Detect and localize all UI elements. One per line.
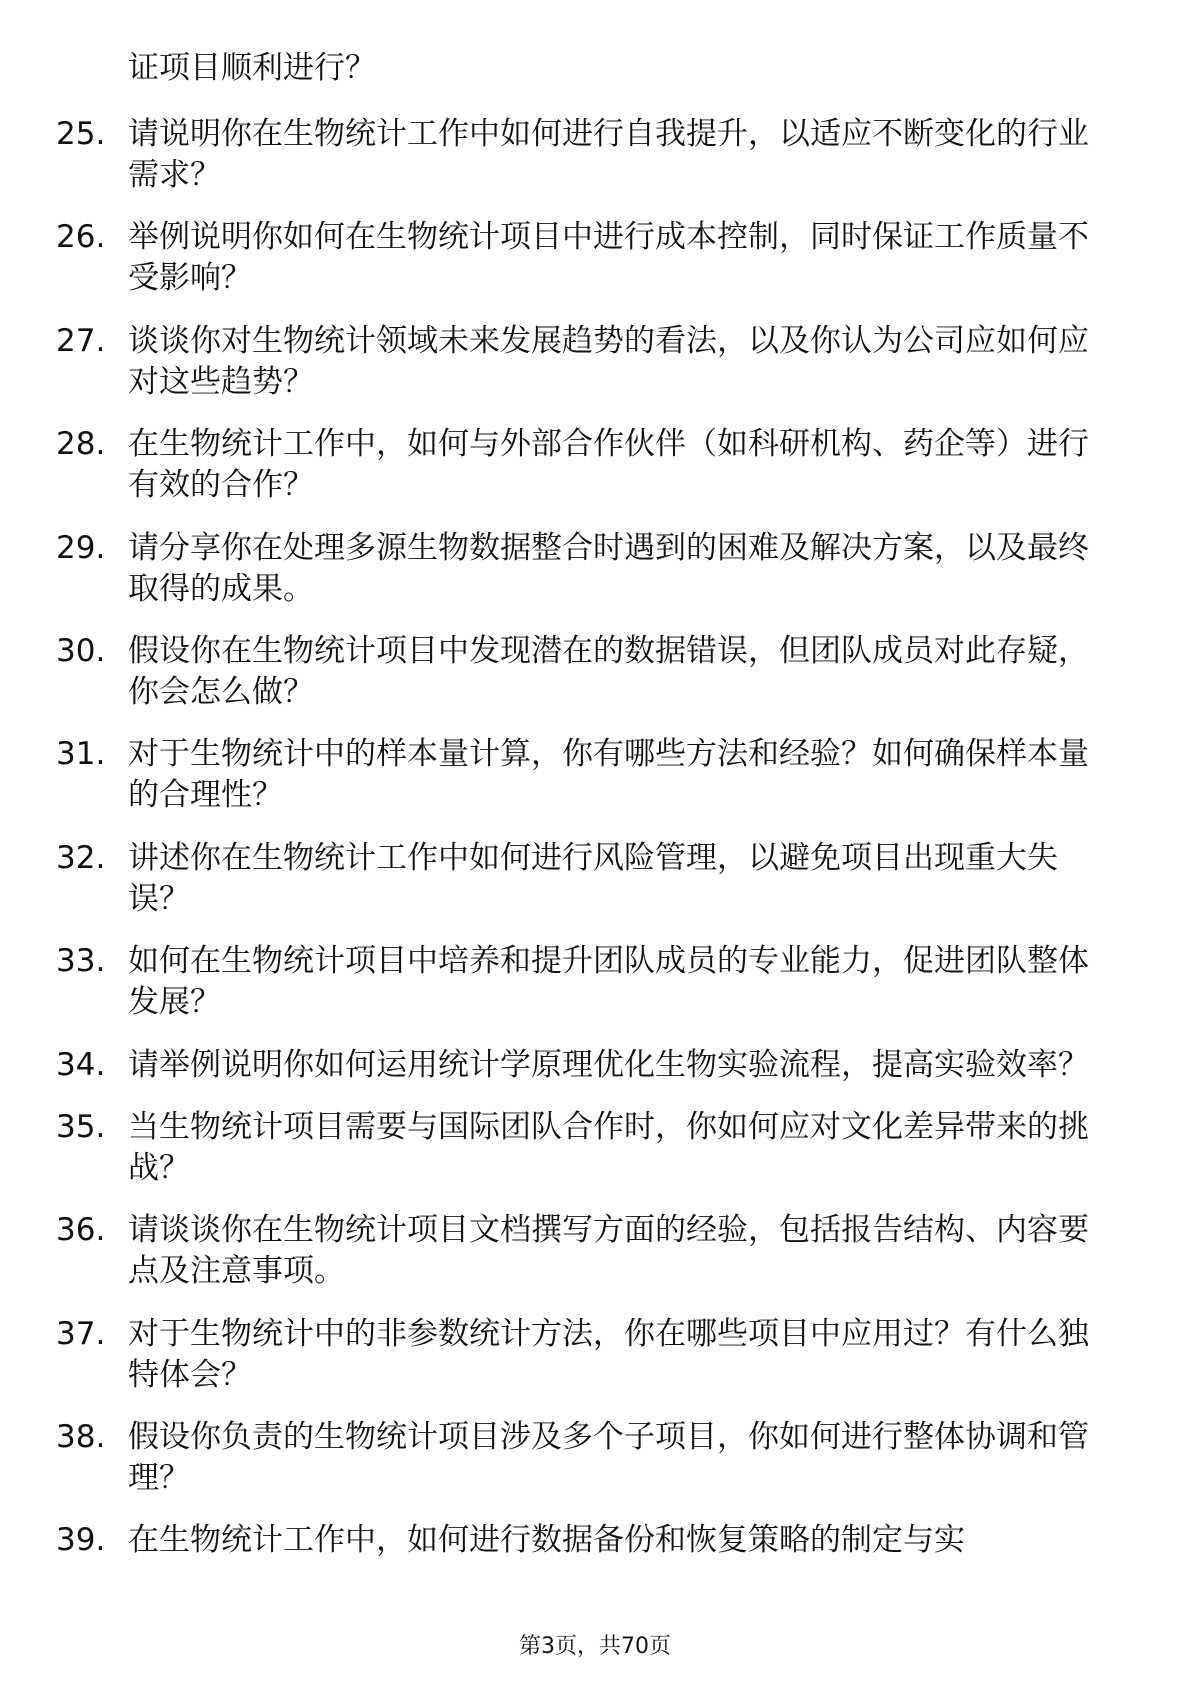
page-footer: 第3页，共70页 bbox=[519, 1634, 671, 1659]
question-text: 请说明你在生物统计工作中如何进行自我提升，以适应不断变化的行业需求？ bbox=[128, 116, 1089, 193]
question-text: 谈谈你对生物统计领域未来发展趋势的看法，以及你认为公司应如何应对这些趋势？ bbox=[128, 322, 1089, 400]
question-number: 37. bbox=[56, 1315, 106, 1352]
question-item bbox=[56, 1107, 1116, 1189]
question-item bbox=[56, 1417, 1116, 1499]
question-text: 请举例说明你如何运用统计学原理优化生物实验流程，提高实验效率？ bbox=[128, 1046, 1089, 1083]
question-item bbox=[56, 217, 1116, 299]
question-item bbox=[56, 1520, 1116, 1561]
question-number: 39. bbox=[56, 1522, 106, 1559]
question-number: 32. bbox=[56, 839, 106, 876]
question-text: 假设你负责的生物统计项目涉及多个子项目，你如何进行整体协调和管理？ bbox=[128, 1419, 1089, 1497]
question-item bbox=[56, 631, 1116, 713]
question-text: 请谈谈你在生物统计项目文档撰写方面的经验，包括报告结构、内容要点及注意事项。 bbox=[128, 1212, 1089, 1290]
question-text: 举例说明你如何在生物统计项目中进行成本控制，同时保证工作质量不受影响？ bbox=[128, 219, 1089, 297]
question-item bbox=[56, 1210, 1116, 1292]
question-number: 27. bbox=[56, 322, 106, 359]
question-text: 在生物统计工作中，如何进行数据备份和恢复策略的制定与实 bbox=[128, 1522, 965, 1559]
question-number: 38. bbox=[56, 1419, 106, 1456]
question-number: 30. bbox=[56, 632, 106, 669]
question-number: 29. bbox=[56, 529, 106, 566]
question-number: 26. bbox=[56, 219, 106, 256]
question-item bbox=[56, 734, 1116, 816]
question-item bbox=[56, 1045, 1116, 1086]
question-number: 36. bbox=[56, 1212, 106, 1249]
question-number: 31. bbox=[56, 736, 106, 773]
question-item bbox=[56, 1314, 1116, 1396]
question-item bbox=[56, 321, 1116, 403]
question-number: 28. bbox=[56, 426, 106, 463]
question-text: 对于生物统计中的非参数统计方法，你在哪些项目中应用过？有什么独特体会？ bbox=[128, 1315, 1089, 1393]
question-text: 如何在生物统计项目中培养和提升团队成员的专业能力，促进团队整体发展？ bbox=[128, 943, 1089, 1021]
question-number: 25. bbox=[56, 116, 106, 152]
question-text: 假设你在生物统计项目中发现潜在的数据错误，但团队成员对此存疑，你会怎么做？ bbox=[128, 632, 1089, 710]
question-item bbox=[56, 114, 1116, 196]
question-text: 对于生物统计中的样本量计算，你有哪些方法和经验？如何确保样本量的合理性？ bbox=[128, 736, 1089, 814]
question-text: 在生物统计工作中，如何与外部合作伙伴（如科研机构、药企等）进行有效的合作？ bbox=[128, 426, 1089, 504]
question-item bbox=[56, 838, 1116, 920]
question-text: 讲述你在生物统计工作中如何进行风险管理，以避免项目出现重大失误？ bbox=[128, 839, 1058, 917]
question-list bbox=[56, 114, 1116, 1583]
continued-question-text: 证项目顺利进行？ bbox=[128, 50, 376, 86]
question-number: 34. bbox=[56, 1046, 106, 1083]
question-item bbox=[56, 941, 1116, 1023]
question-item bbox=[56, 424, 1116, 506]
question-number: 35. bbox=[56, 1108, 106, 1145]
question-text: 当生物统计项目需要与国际团队合作时，你如何应对文化差异带来的挑战？ bbox=[128, 1108, 1089, 1186]
question-number: 33. bbox=[56, 943, 106, 980]
question-item bbox=[56, 528, 1116, 610]
question-text: 请分享你在处理多源生物数据整合时遇到的困难及解决方案，以及最终取得的成果。 bbox=[128, 529, 1089, 607]
